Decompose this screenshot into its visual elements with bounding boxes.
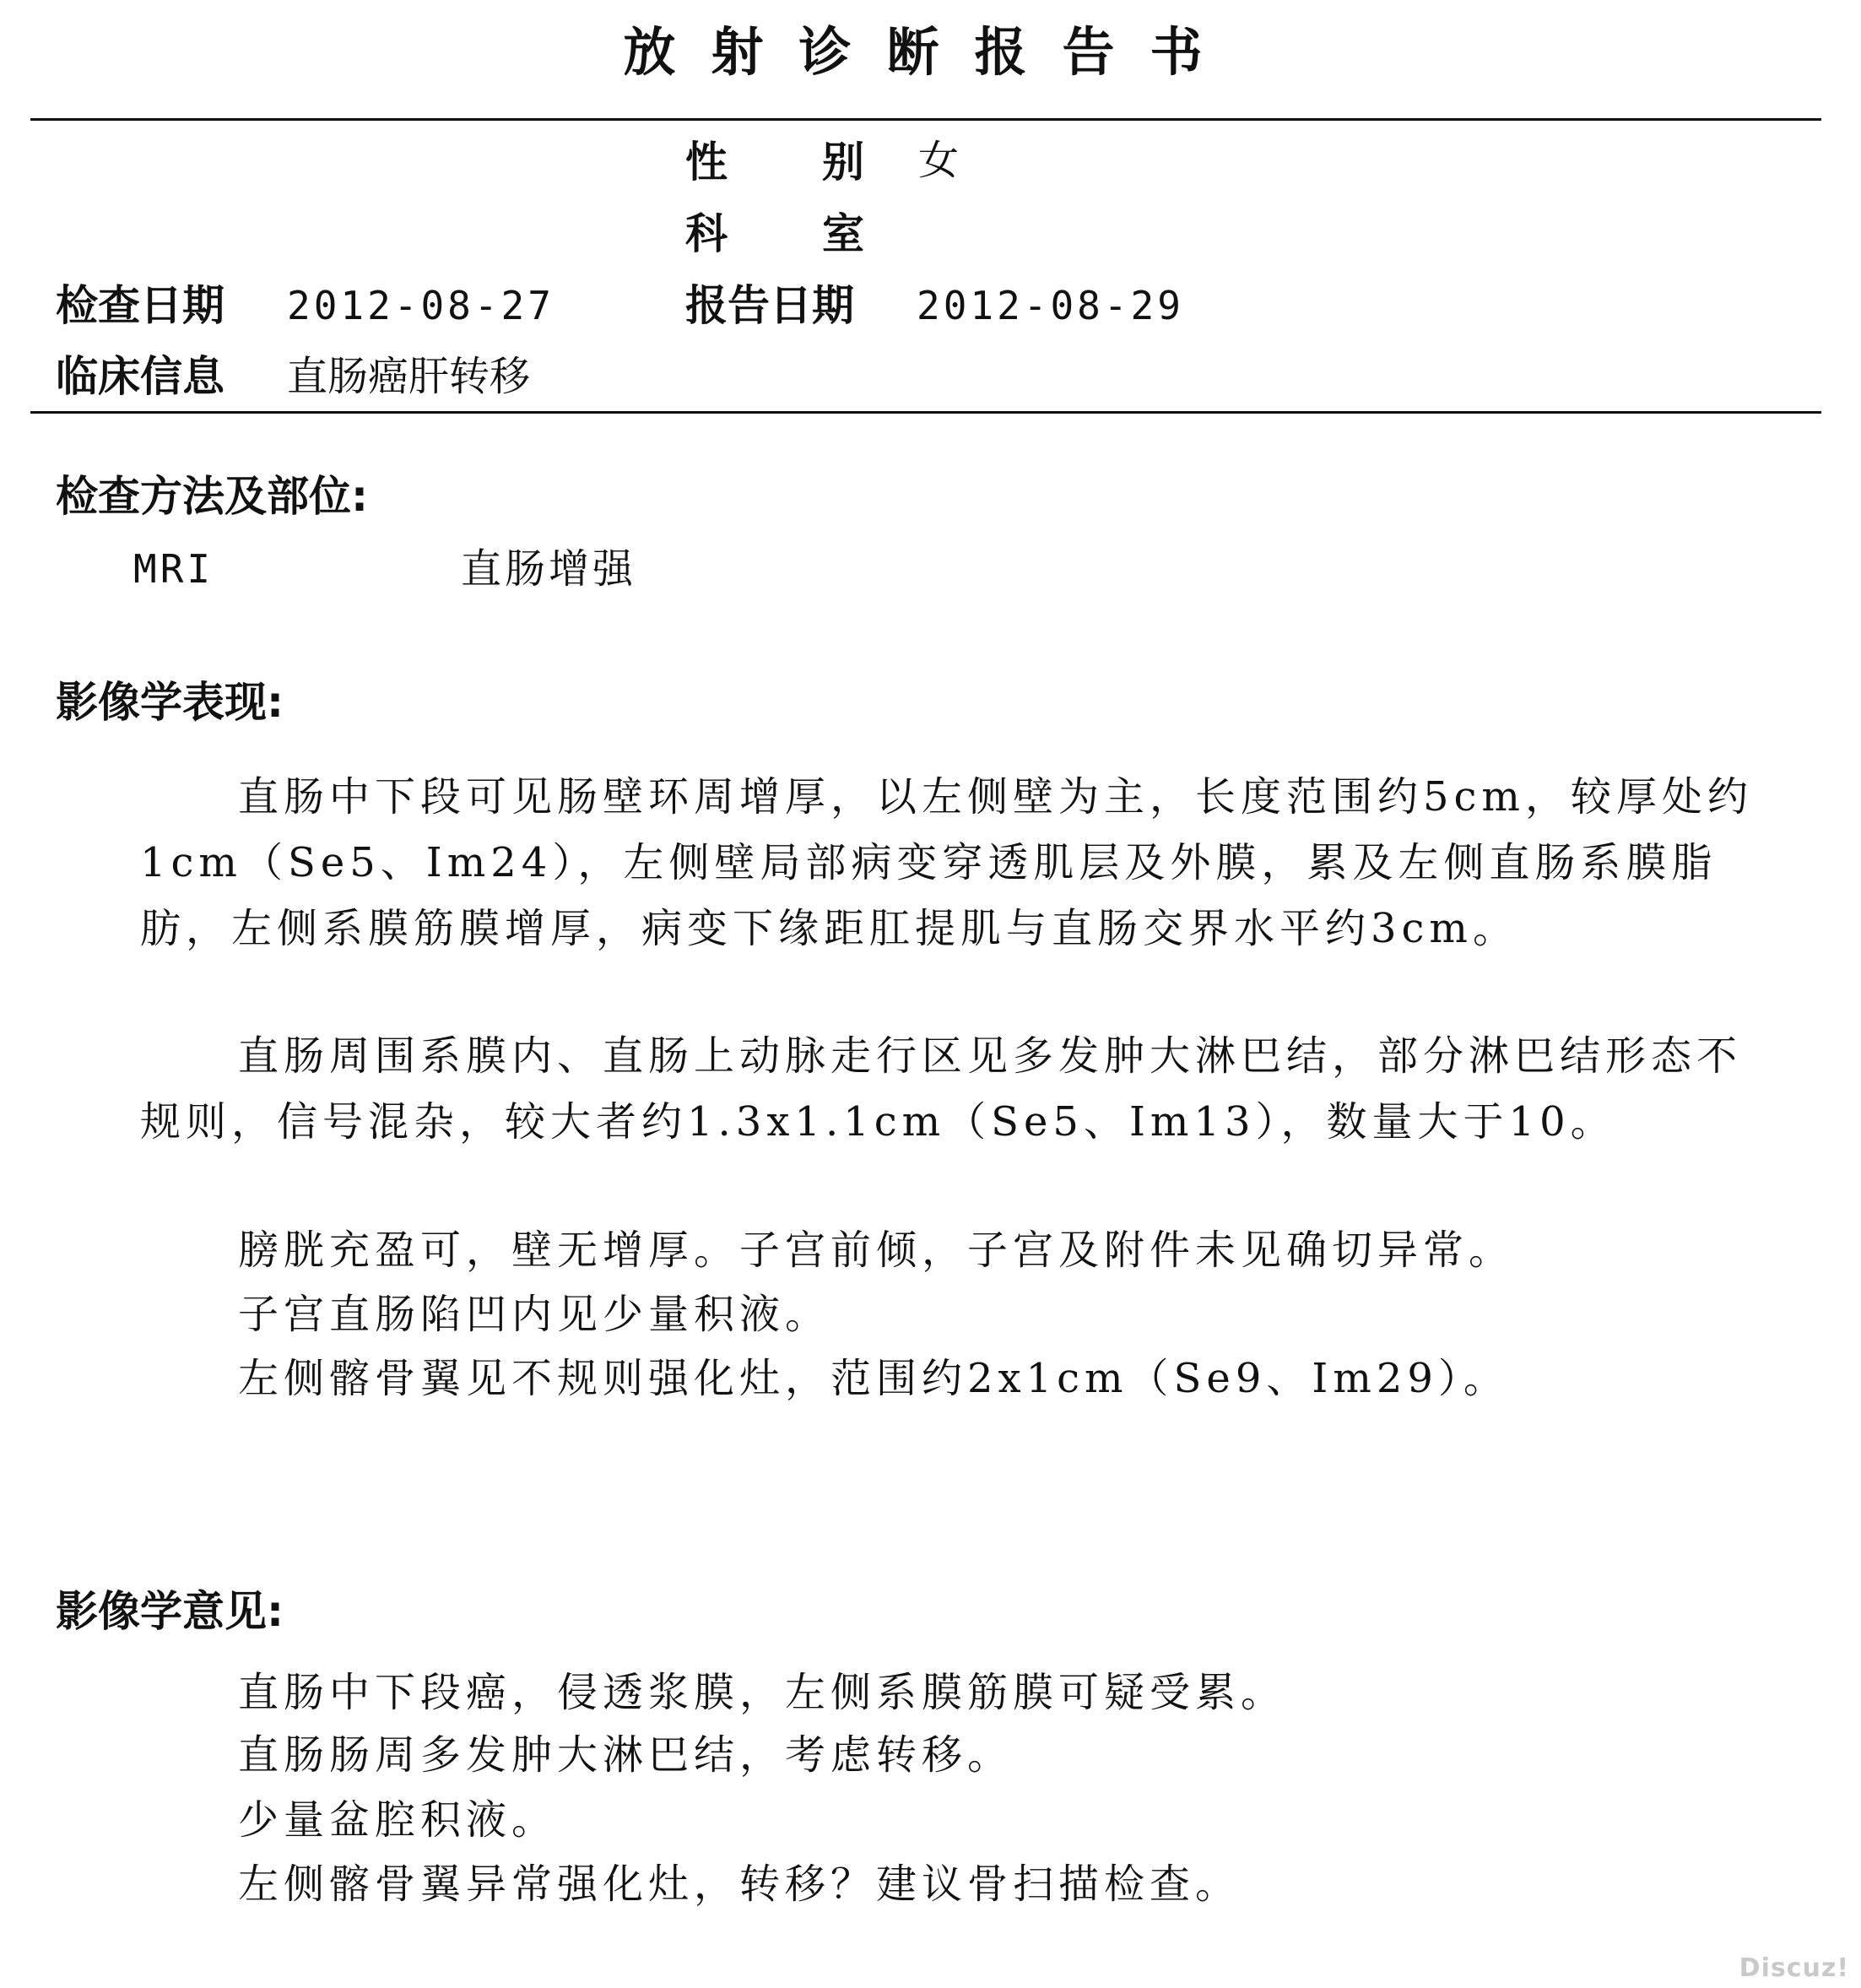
impression-line: 左侧髂骨翼异常强化灶，转移？建议骨扫描检查。	[238, 1861, 1242, 1908]
clinical-info-value: 直肠癌肝转移	[287, 353, 531, 400]
header-bottom-rule	[30, 411, 1821, 414]
method-part: 直肠增强	[461, 545, 637, 593]
findings-paragraph: 直肠周围系膜内、直肠上动脉走行区见多发肿大淋巴结，部分淋巴结形态不规则，信号混杂，较大者约1.3x1.1cm（Se5、Im13），数量大于10。	[140, 1032, 1743, 1146]
forum-watermark: Discuz!	[1739, 1953, 1849, 1983]
impression-line: 少量盆腔积液。	[238, 1796, 558, 1844]
sex-label: 性 别	[685, 138, 864, 187]
impression-line: 直肠肠周多发肿大淋巴结，考虑转移。	[238, 1731, 1014, 1779]
method-heading: 检查方法及部位:	[56, 472, 368, 521]
department-label: 科 室	[685, 209, 864, 258]
impression-heading: 影像学意见:	[56, 1587, 284, 1636]
findings-line: 膀胱充盈可，壁无增厚。子宫前倾，子宫及附件未见确切异常。	[238, 1227, 1515, 1274]
findings-line: 左侧髂骨翼见不规则强化灶，范围约2x1cm（Se9、Im29）。	[238, 1355, 1509, 1402]
sex-value: 女	[918, 137, 960, 184]
findings-heading: 影像学表现:	[56, 678, 284, 727]
findings-line: 子宫直肠陷凹内见少量积液。	[238, 1291, 831, 1338]
impression-line: 直肠中下段癌，侵透浆膜，左侧系膜筋膜可疑受累。	[238, 1669, 1287, 1716]
exam-date-label: 检查日期	[56, 281, 225, 330]
report-date-value: 2012-08-29	[917, 283, 1184, 328]
report-title: 放射诊断报告书	[623, 21, 1238, 83]
exam-date-value: 2012-08-27	[287, 283, 555, 328]
report-date-label: 报告日期	[685, 281, 854, 330]
findings-paragraph: 直肠中下段可见肠壁环周增厚，以左侧壁为主，长度范围约5cm，较厚处约1cm（Se5、Im24），左侧壁局部病变穿透肌层及外膜，累及左侧直肠系膜脂肪，左侧系膜筋膜增厚，病变下缘距肛提肌与直肠交界水平约3cm。	[140, 773, 1753, 952]
clinical-info-label: 临床信息	[56, 352, 225, 401]
method-modality: MRI	[133, 546, 214, 592]
header-top-rule	[30, 118, 1821, 121]
